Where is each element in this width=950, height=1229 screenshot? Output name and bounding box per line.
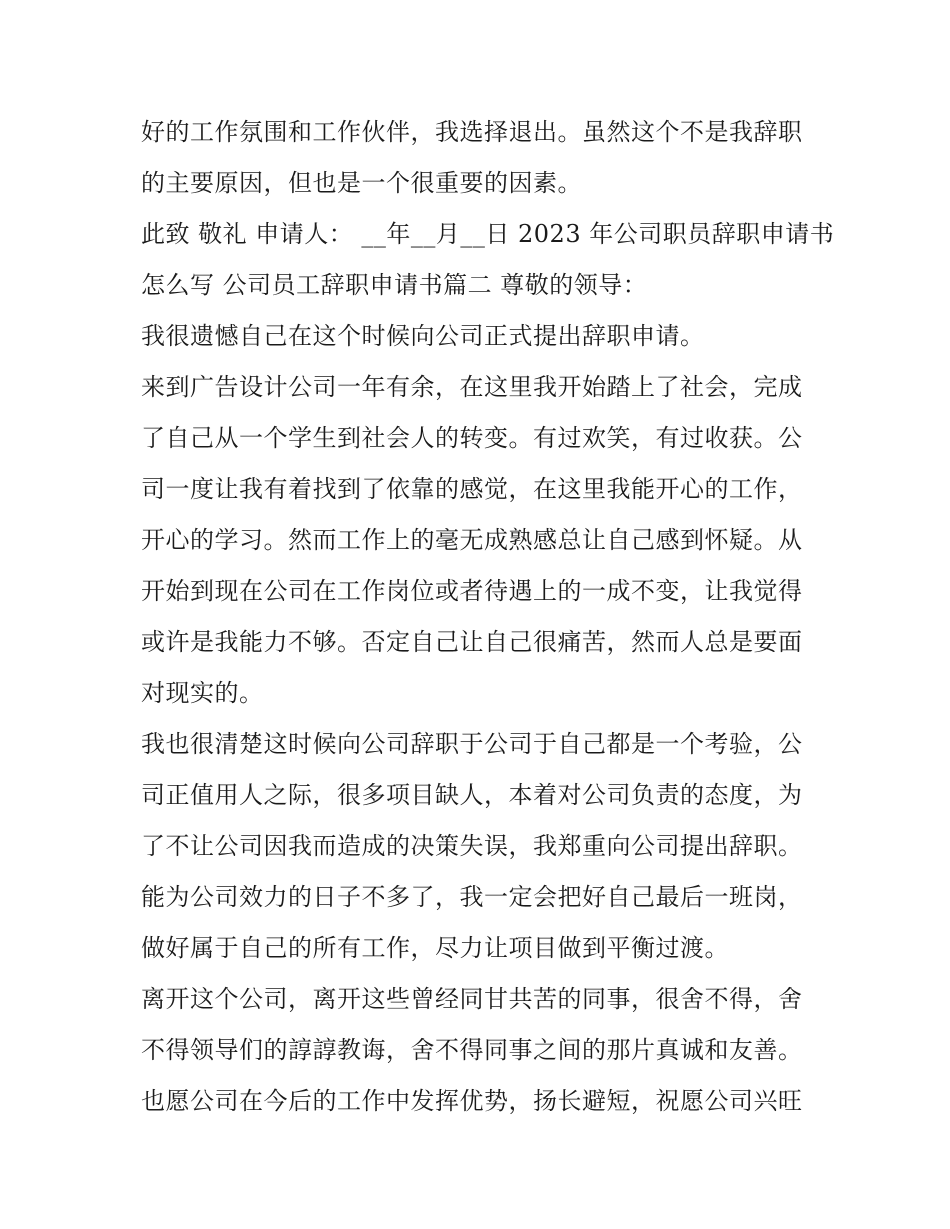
paragraph-3 xyxy=(141,311,821,362)
text-line: 来到广告设计公司一年有余，在这里我开始踏上了社会，完成 xyxy=(141,373,803,401)
paragraph-2 xyxy=(141,209,835,311)
text-line: 开始到现在公司在工作岗位或者待遇上的一成不变，让我觉得 xyxy=(141,577,803,605)
paragraph-6 xyxy=(141,872,821,974)
text-line: 做好属于自己的所有工作，尽力让项目做到平衡过渡。 xyxy=(141,934,729,962)
text-line: 或许是我能力不够。否定自己让自己很痛苦，然而人总是要面 xyxy=(141,628,803,656)
text-line: 对现实的。 xyxy=(141,679,264,707)
text-line: 此致 敬礼 申请人： __年__月__日 2023 年公司职员辞职申请书 xyxy=(141,220,835,248)
paragraph-5 xyxy=(141,719,821,872)
text-line: 能为公司效力的日子不多了，我一定会把好自己最后一班岗， xyxy=(141,883,803,911)
text-line: 好的工作氛围和工作伙伴，我选择退出。虽然这个不是我辞职 xyxy=(141,118,803,146)
text-line: 了自己从一个学生到社会人的转变。有过欢笑，有过收获。公 xyxy=(141,424,803,452)
document-body xyxy=(141,107,835,1127)
text-line: 不得领导们的諄諄教诲，舍不得同事之间的那片真诚和友善。 xyxy=(141,1036,803,1064)
paragraph-4 xyxy=(141,362,821,719)
text-line: 我很遗憾自己在这个时候向公司正式提出辞职申请。 xyxy=(141,322,705,350)
text-line: 我也很清楚这时候向公司辞职于公司于自己都是一个考验，公 xyxy=(141,730,803,758)
text-line: 怎么写 公司员工辞职申请书篇二 尊敬的领导： xyxy=(141,271,648,299)
paragraph-8 xyxy=(141,1076,821,1127)
text-line: 也愿公司在今后的工作中发挥优势，扬长避短，祝愿公司兴旺 xyxy=(141,1087,803,1115)
paragraph-7 xyxy=(141,974,821,1076)
paragraph-1 xyxy=(141,107,821,209)
text-line: 司正值用人之际，很多项目缺人，本着对公司负责的态度，为 xyxy=(141,781,803,809)
text-line: 了不让公司因我而造成的决策失误，我郑重向公司提出辞职。 xyxy=(141,832,803,860)
text-line: 离开这个公司，离开这些曾经同甘共苦的同事，很舍不得，舍 xyxy=(141,985,803,1013)
text-line: 司一度让我有着找到了依靠的感觉，在这里我能开心的工作， xyxy=(141,475,803,503)
text-line: 开心的学习。然而工作上的毫无成熟感总让自己感到怀疑。从 xyxy=(141,526,803,554)
text-line: 的主要原因，但也是一个很重要的因素。 xyxy=(141,169,582,197)
